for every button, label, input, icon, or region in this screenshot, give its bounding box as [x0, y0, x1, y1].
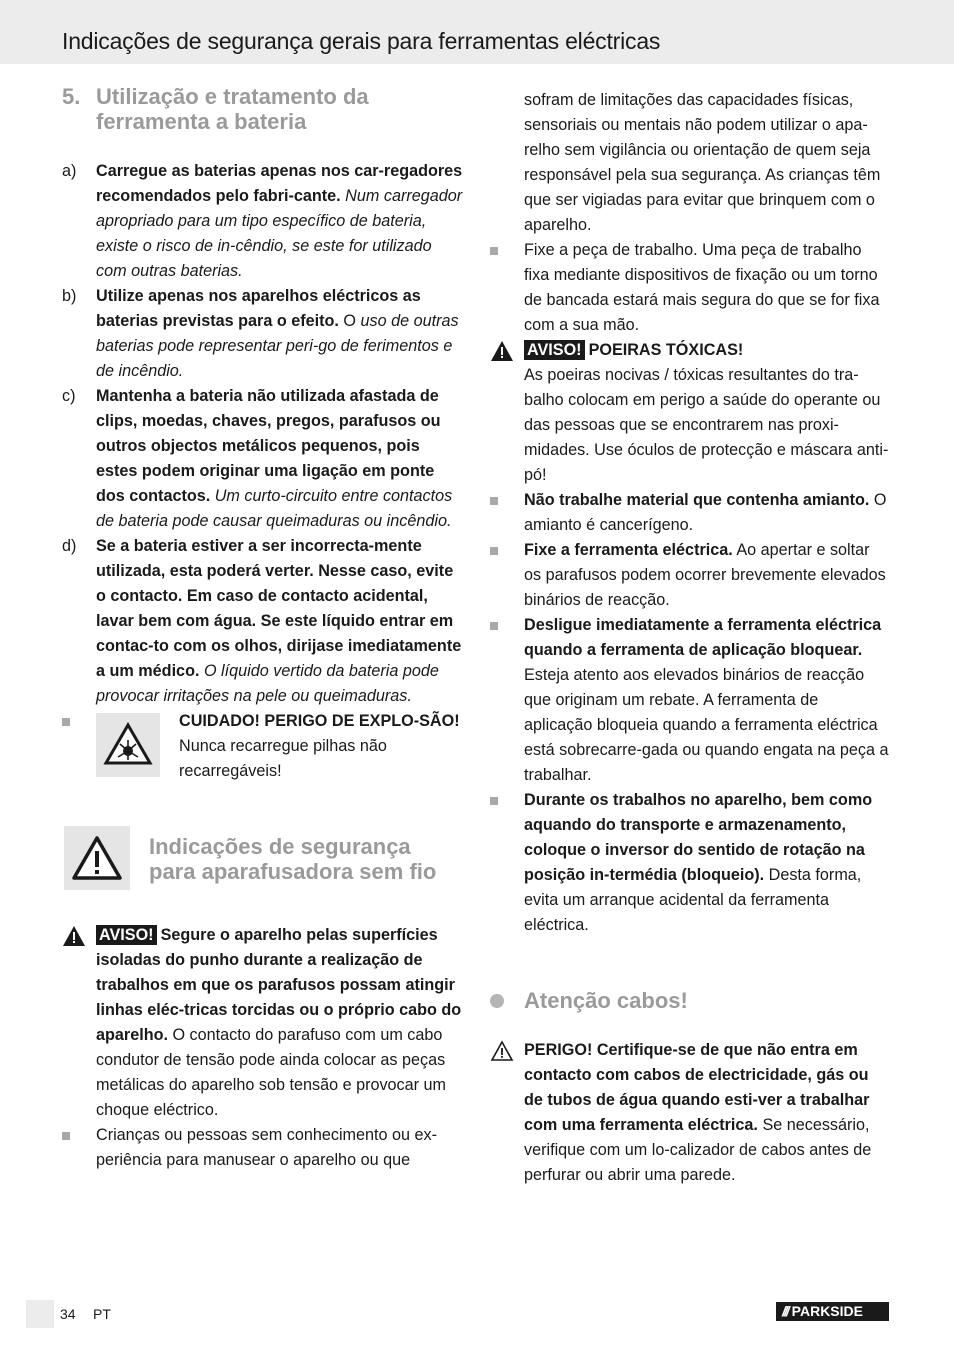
aviso-tag: AVISO! — [524, 340, 585, 360]
bullet-text: Esteja atento aos elevados binários de reacção que originam um rebate. A ferramenta de aplicação bloqueia quando a ferramenta eléctrica está sobrecarre-gada ou quando engata na peça a trabalhar. — [524, 666, 889, 784]
bullet-icon — [62, 709, 96, 784]
section-title: Atenção cabos! — [524, 988, 688, 1013]
bullet-text: Desta forma, evita um arranque acidental da ferramenta eléctrica. — [524, 866, 862, 934]
warning-bold: CUIDADO! PERIGO DE EXPLO-SÃO! — [179, 712, 460, 730]
children-bullet — [62, 1123, 464, 1173]
section-title: Indicações de segurança para aparafusadora sem fio — [149, 834, 437, 884]
left-column — [62, 84, 464, 1173]
cables-heading — [490, 988, 890, 1013]
dot-icon — [490, 988, 524, 1013]
list-item-b — [62, 284, 464, 384]
list-item-d — [62, 534, 464, 709]
bullet-icon — [490, 488, 524, 538]
item-italic: O líquido vertido da bateria pode provocar irritações na pele ou queimaduras. — [96, 662, 439, 705]
bullet-text: Crianças ou pessoas sem conhecimento ou ex-periência para manusear o aparelho ou que — [96, 1126, 438, 1169]
bullet-bold: Desligue imediatamente a ferramenta eléctrica quando a ferramenta de aplicação bloquear. — [524, 616, 882, 659]
warning-triangle-icon — [490, 338, 524, 488]
bullet-bold: Não trabalhe material que contenha amianto. — [524, 491, 870, 509]
fix-piece-bullet — [490, 238, 890, 338]
list-item-c — [62, 384, 464, 534]
item-bold: Mantenha a bateria não utilizada afastada de clips, moedas, chaves, pregos, parafusos ou outros objectos metálicos pequenos, pois estes podem originar uma ligação em ponte dos contactos. — [96, 387, 441, 505]
children-continuation — [490, 88, 890, 238]
bullet-bold: Durante os trabalhos no aparelho, bem como aquando do transporte e armazenamento, coloque o inversor do sentido de rotação na posição in-termédia (bloqueio). — [524, 791, 873, 884]
paragraph-text: sofram de limitações das capacidades físicas, sensoriais ou mentais não podem utilizar o apa-relho sem vigilância ou orientação de quem seja responsável pela sua segurança. As crianças têm que ser vigiadas para evitar que brinquem com o aparelho. — [524, 91, 881, 234]
section-number: 5. — [62, 84, 81, 109]
item-label: b) — [62, 287, 77, 305]
explosion-icon — [96, 713, 160, 777]
section-2-heading — [62, 834, 464, 898]
aviso-bold: Segure o aparelho pelas superfícies isoladas do punho durante a realização de trabalhos em que os parafusos possam atingir linhas eléc-tricas torcidas ou o próprio cabo do aparelho. — [96, 926, 462, 1044]
warning-triangle-icon — [62, 923, 96, 1123]
item-text: O — [343, 312, 357, 330]
bullet-text: Fixe a peça de trabalho. Uma peça de trabalho fixa mediante dispositivos de fixação ou um torno de bancada estará mais segura do que se for fixa com a sua mão. — [524, 241, 880, 334]
language-code: PT — [93, 1306, 111, 1322]
transport-bullet — [490, 788, 890, 938]
item-bold: Carregue as baterias apenas nos car-regadores recomendados pelo fabri-cante. — [96, 162, 463, 205]
explosion-warning — [62, 709, 464, 784]
footer-marker — [26, 1300, 54, 1328]
section-5-heading — [62, 84, 464, 134]
aviso-bold: POEIRAS TÓXICAS! — [588, 341, 744, 359]
asbestos-bullet — [490, 488, 890, 538]
indent — [490, 88, 524, 238]
aviso-text: As poeiras nocivas / tóxicas resultantes do tra-balho colocam em perigo a saúde do operante ou das pessoas que se encontrarem nas proxi-midades. Use óculos de protecção e máscara anti-pó! — [524, 366, 889, 484]
aviso-tag: AVISO! — [96, 925, 157, 945]
warning-icon — [64, 826, 130, 890]
item-label: a) — [62, 162, 77, 180]
section-title: Utilização e tratamento da ferramenta a bateria — [96, 84, 369, 134]
logo-stripes: /// — [782, 1303, 788, 1319]
right-column — [490, 88, 890, 1188]
aviso-block-2 — [490, 338, 890, 488]
item-bold: Utilize apenas nos aparelhos eléctricos as baterias previstas para o efeito. — [96, 287, 421, 330]
aviso-text: O contacto do parafuso com um cabo condutor de tensão pode ainda colocar as peças metálicas do aparelho sob tensão e provocar um choque eléctrico. — [96, 1026, 447, 1119]
item-bold: Se a bateria estiver a ser incorrecta-mente utilizada, esta poderá verter. Nesse caso, evite o contacto. Em caso de contacto acidental, lavar bem com água. Se este líquido entrar em contac-to com os olhos, dirijase imediatamente a um médico. — [96, 537, 462, 680]
bullet-text: O amianto é cancerígeno. — [524, 491, 887, 534]
bullet-icon — [490, 613, 524, 788]
warning-outline-icon — [490, 1038, 524, 1188]
bullet-icon — [490, 538, 524, 613]
item-italic: Um curto-circuito entre contactos de bateria pode causar queimaduras ou incêndio. — [96, 487, 453, 530]
aviso-block-1 — [62, 923, 464, 1123]
bullet-text: Ao apertar e soltar os parafusos podem ocorrer brevemente elevados binários de reacção. — [524, 541, 886, 609]
bullet-bold: Fixe a ferramenta eléctrica. — [524, 541, 733, 559]
list-item-a — [62, 159, 464, 284]
bullet-icon — [490, 238, 524, 338]
danger-text: Se necessário, verifique com um lo-calizador de cabos antes de perfurar ou abrir uma parede. — [524, 1116, 872, 1184]
page-number: 34 — [60, 1306, 76, 1322]
item-label: d) — [62, 537, 77, 555]
danger-block — [490, 1038, 890, 1188]
item-label: c) — [62, 387, 76, 405]
fix-tool-bullet — [490, 538, 890, 613]
danger-bold: PERIGO! Certifique-se de que não entra em contacto com cabos de electricidade, gás ou de tubos de água quando esti-ver a trabalhar com uma ferramenta eléctrica. — [524, 1041, 870, 1134]
bullet-icon — [490, 788, 524, 938]
warning-text: Nunca recarregue pilhas não recarregáveis! — [179, 737, 387, 780]
item-italic: Num carregador apropriado para um tipo específico de bateria, existe o risco de in-cêndio, se este for utilizado com outras baterias. — [96, 187, 463, 280]
switch-off-bullet — [490, 613, 890, 788]
bullet-icon — [62, 1123, 96, 1173]
parkside-logo — [776, 1302, 889, 1321]
item-italic: uso de outras baterias pode representar peri-go de ferimentos e de incêndio. — [96, 312, 459, 380]
logo-text: PARKSIDE — [791, 1303, 863, 1319]
page-title: Indicações de segurança gerais para ferramentas eléctricas — [62, 28, 661, 54]
